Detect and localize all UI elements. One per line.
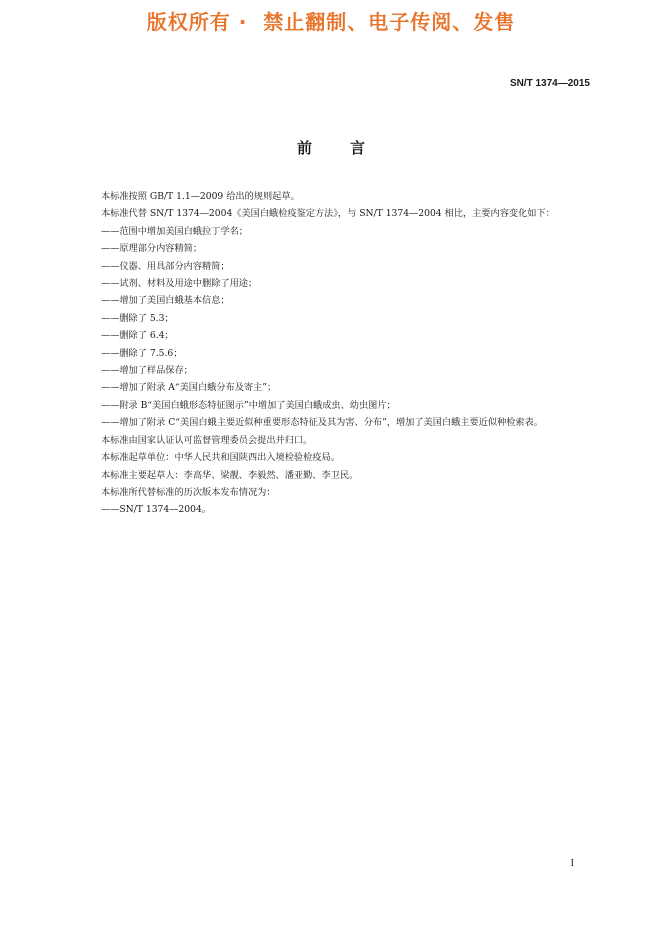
foreword-heading: 前言 (296, 139, 403, 157)
drafting-rule-paragraph: 本标准按照 GB/T 1.1—2009 给出的规则起草。 (101, 191, 300, 202)
change-item: ——增加了附录 C“美国白蛾主要近似种重要形态特征及其为害、分布”，增加了美国白蛾主要近似种检索表。 (101, 417, 543, 429)
proposer-paragraph: 本标准由国家认证认可监督管理委员会提出并归口。 (101, 434, 313, 446)
drafters-paragraph: 本标准主要起草人：李高华、梁靓、李毅然、潘亚勤、李卫民。 (101, 469, 359, 481)
foreword-body (83, 188, 593, 519)
change-item: ——增加了附录 A“美国白蛾分布及寄主”； (101, 382, 277, 394)
change-item: ——原理部分内容精简； (101, 243, 203, 255)
change-item: ——范围中增加美国白蛾拉丁学名； (101, 225, 248, 237)
replacement-paragraph: 本标准代替 SN/T 1374—2004《美国白蛾检疫鉴定方法》，与 SN/T 1374—2004 相比，主要内容变化如下： (101, 208, 555, 220)
copyright-watermark: 版权所有 · 禁止翻制、电子传阅、发售 (146, 10, 516, 34)
previous-version-item: ——SN/T 1374—2004。 (101, 504, 211, 516)
change-item: ——附录 B“美国白蛾形态特征图示”中增加了美国白蛾成虫、幼虫图片； (101, 399, 396, 411)
change-item: ——增加了美国白蛾基本信息； (101, 295, 230, 307)
version-history-paragraph: 本标准所代替标准的历次版本发布情况为： (101, 486, 276, 498)
change-item: ——增加了样品保存； (101, 365, 193, 377)
change-item: ——仪器、用具部分内容精简； (101, 260, 230, 272)
drafting-unit-paragraph: 本标准起草单位：中华人民共和国陕西出入境检验检疫局。 (101, 452, 340, 464)
change-item: ——试剂、材料及用途中删除了用途； (101, 278, 258, 290)
page-number: I (570, 858, 574, 869)
change-item: ——删除了 5.3； (101, 312, 174, 324)
standard-code: SN/T 1374—2015 (509, 78, 590, 89)
change-item: ——删除了 6.4； (101, 330, 174, 342)
change-item: ——删除了 7.5.6； (101, 347, 183, 359)
